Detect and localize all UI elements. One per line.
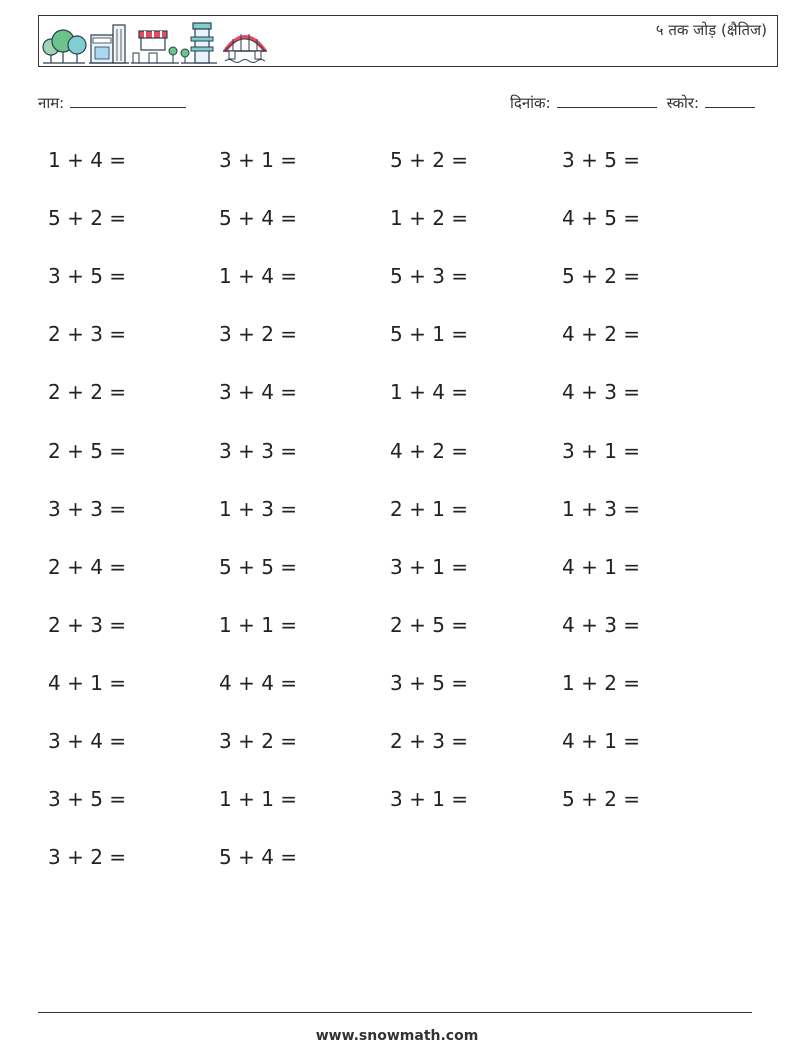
date-label: दिनांक: (510, 94, 551, 112)
problem-item: 1 + 4 = (390, 380, 469, 404)
problem-item: 2 + 5 = (48, 439, 127, 463)
problem-item: 3 + 5 = (562, 148, 641, 172)
problem-item: 1 + 2 = (390, 206, 469, 230)
trees-icon (43, 30, 86, 63)
name-blank[interactable] (70, 92, 186, 108)
problem-item: 2 + 3 = (48, 322, 127, 346)
tower-icon (181, 23, 217, 63)
problem-item: 4 + 1 = (562, 729, 641, 753)
problem-item: 1 + 4 = (48, 148, 127, 172)
problem-item: 3 + 1 = (219, 148, 298, 172)
problem-item: 5 + 3 = (390, 264, 469, 288)
problem-item: 4 + 5 = (562, 206, 641, 230)
problem-item: 2 + 3 = (390, 729, 469, 753)
problem-item: 1 + 3 = (219, 497, 298, 521)
score-label: स्कोर: (666, 94, 700, 112)
problem-item: 4 + 2 = (562, 322, 641, 346)
date-blank[interactable] (557, 92, 657, 108)
problem-item: 3 + 2 = (219, 729, 298, 753)
problem-item: 4 + 2 = (390, 439, 469, 463)
problem-item: 1 + 1 = (219, 787, 298, 811)
problem-item: 3 + 5 = (48, 264, 127, 288)
problem-item: 5 + 4 = (219, 206, 298, 230)
problem-item: 1 + 3 = (562, 497, 641, 521)
problem-item: 5 + 2 = (562, 264, 641, 288)
problem-item: 3 + 5 = (48, 787, 127, 811)
worksheet-title: ५ तक जोड़ (क्षैतिज) (655, 21, 767, 39)
problem-item: 4 + 3 = (562, 613, 641, 637)
problem-item: 1 + 2 = (562, 671, 641, 695)
banner-illustration (41, 19, 273, 65)
name-field (38, 92, 186, 113)
problem-item: 3 + 5 = (390, 671, 469, 695)
problem-item: 1 + 1 = (219, 613, 298, 637)
problem-item: 3 + 3 = (219, 439, 298, 463)
footer-site: www.snowmath.com (315, 1028, 479, 1044)
problem-item: 3 + 1 = (562, 439, 641, 463)
date-score-field (510, 92, 765, 113)
score-blank[interactable] (705, 92, 755, 108)
problem-item: 5 + 2 = (390, 148, 469, 172)
problem-item: 5 + 5 = (219, 555, 298, 579)
problem-item: 4 + 3 = (562, 380, 641, 404)
problem-item: 2 + 5 = (390, 613, 469, 637)
problem-item: 3 + 3 = (48, 497, 127, 521)
problem-item: 4 + 1 = (562, 555, 641, 579)
problem-item: 3 + 1 = (390, 555, 469, 579)
problem-item: 2 + 4 = (48, 555, 127, 579)
problem-item: 5 + 2 = (48, 206, 127, 230)
bridge-icon (223, 34, 267, 63)
problem-item: 2 + 3 = (48, 613, 127, 637)
problem-item: 2 + 1 = (390, 497, 469, 521)
shop-icon (89, 25, 129, 63)
problem-item: 3 + 4 = (48, 729, 127, 753)
problem-item: 3 + 2 = (219, 322, 298, 346)
problem-item: 5 + 4 = (219, 845, 298, 869)
footer-divider (38, 1012, 752, 1013)
problem-item: 4 + 1 = (48, 671, 127, 695)
problem-item: 2 + 2 = (48, 380, 127, 404)
header-box (38, 15, 778, 67)
problem-item: 3 + 1 = (390, 787, 469, 811)
problem-item: 3 + 2 = (48, 845, 127, 869)
name-label: नाम: (38, 94, 65, 112)
problem-item: 5 + 1 = (390, 322, 469, 346)
market-stall-icon (131, 31, 179, 63)
problem-item: 5 + 2 = (562, 787, 641, 811)
problem-item: 4 + 4 = (219, 671, 298, 695)
problem-item: 1 + 4 = (219, 264, 298, 288)
problem-item: 3 + 4 = (219, 380, 298, 404)
